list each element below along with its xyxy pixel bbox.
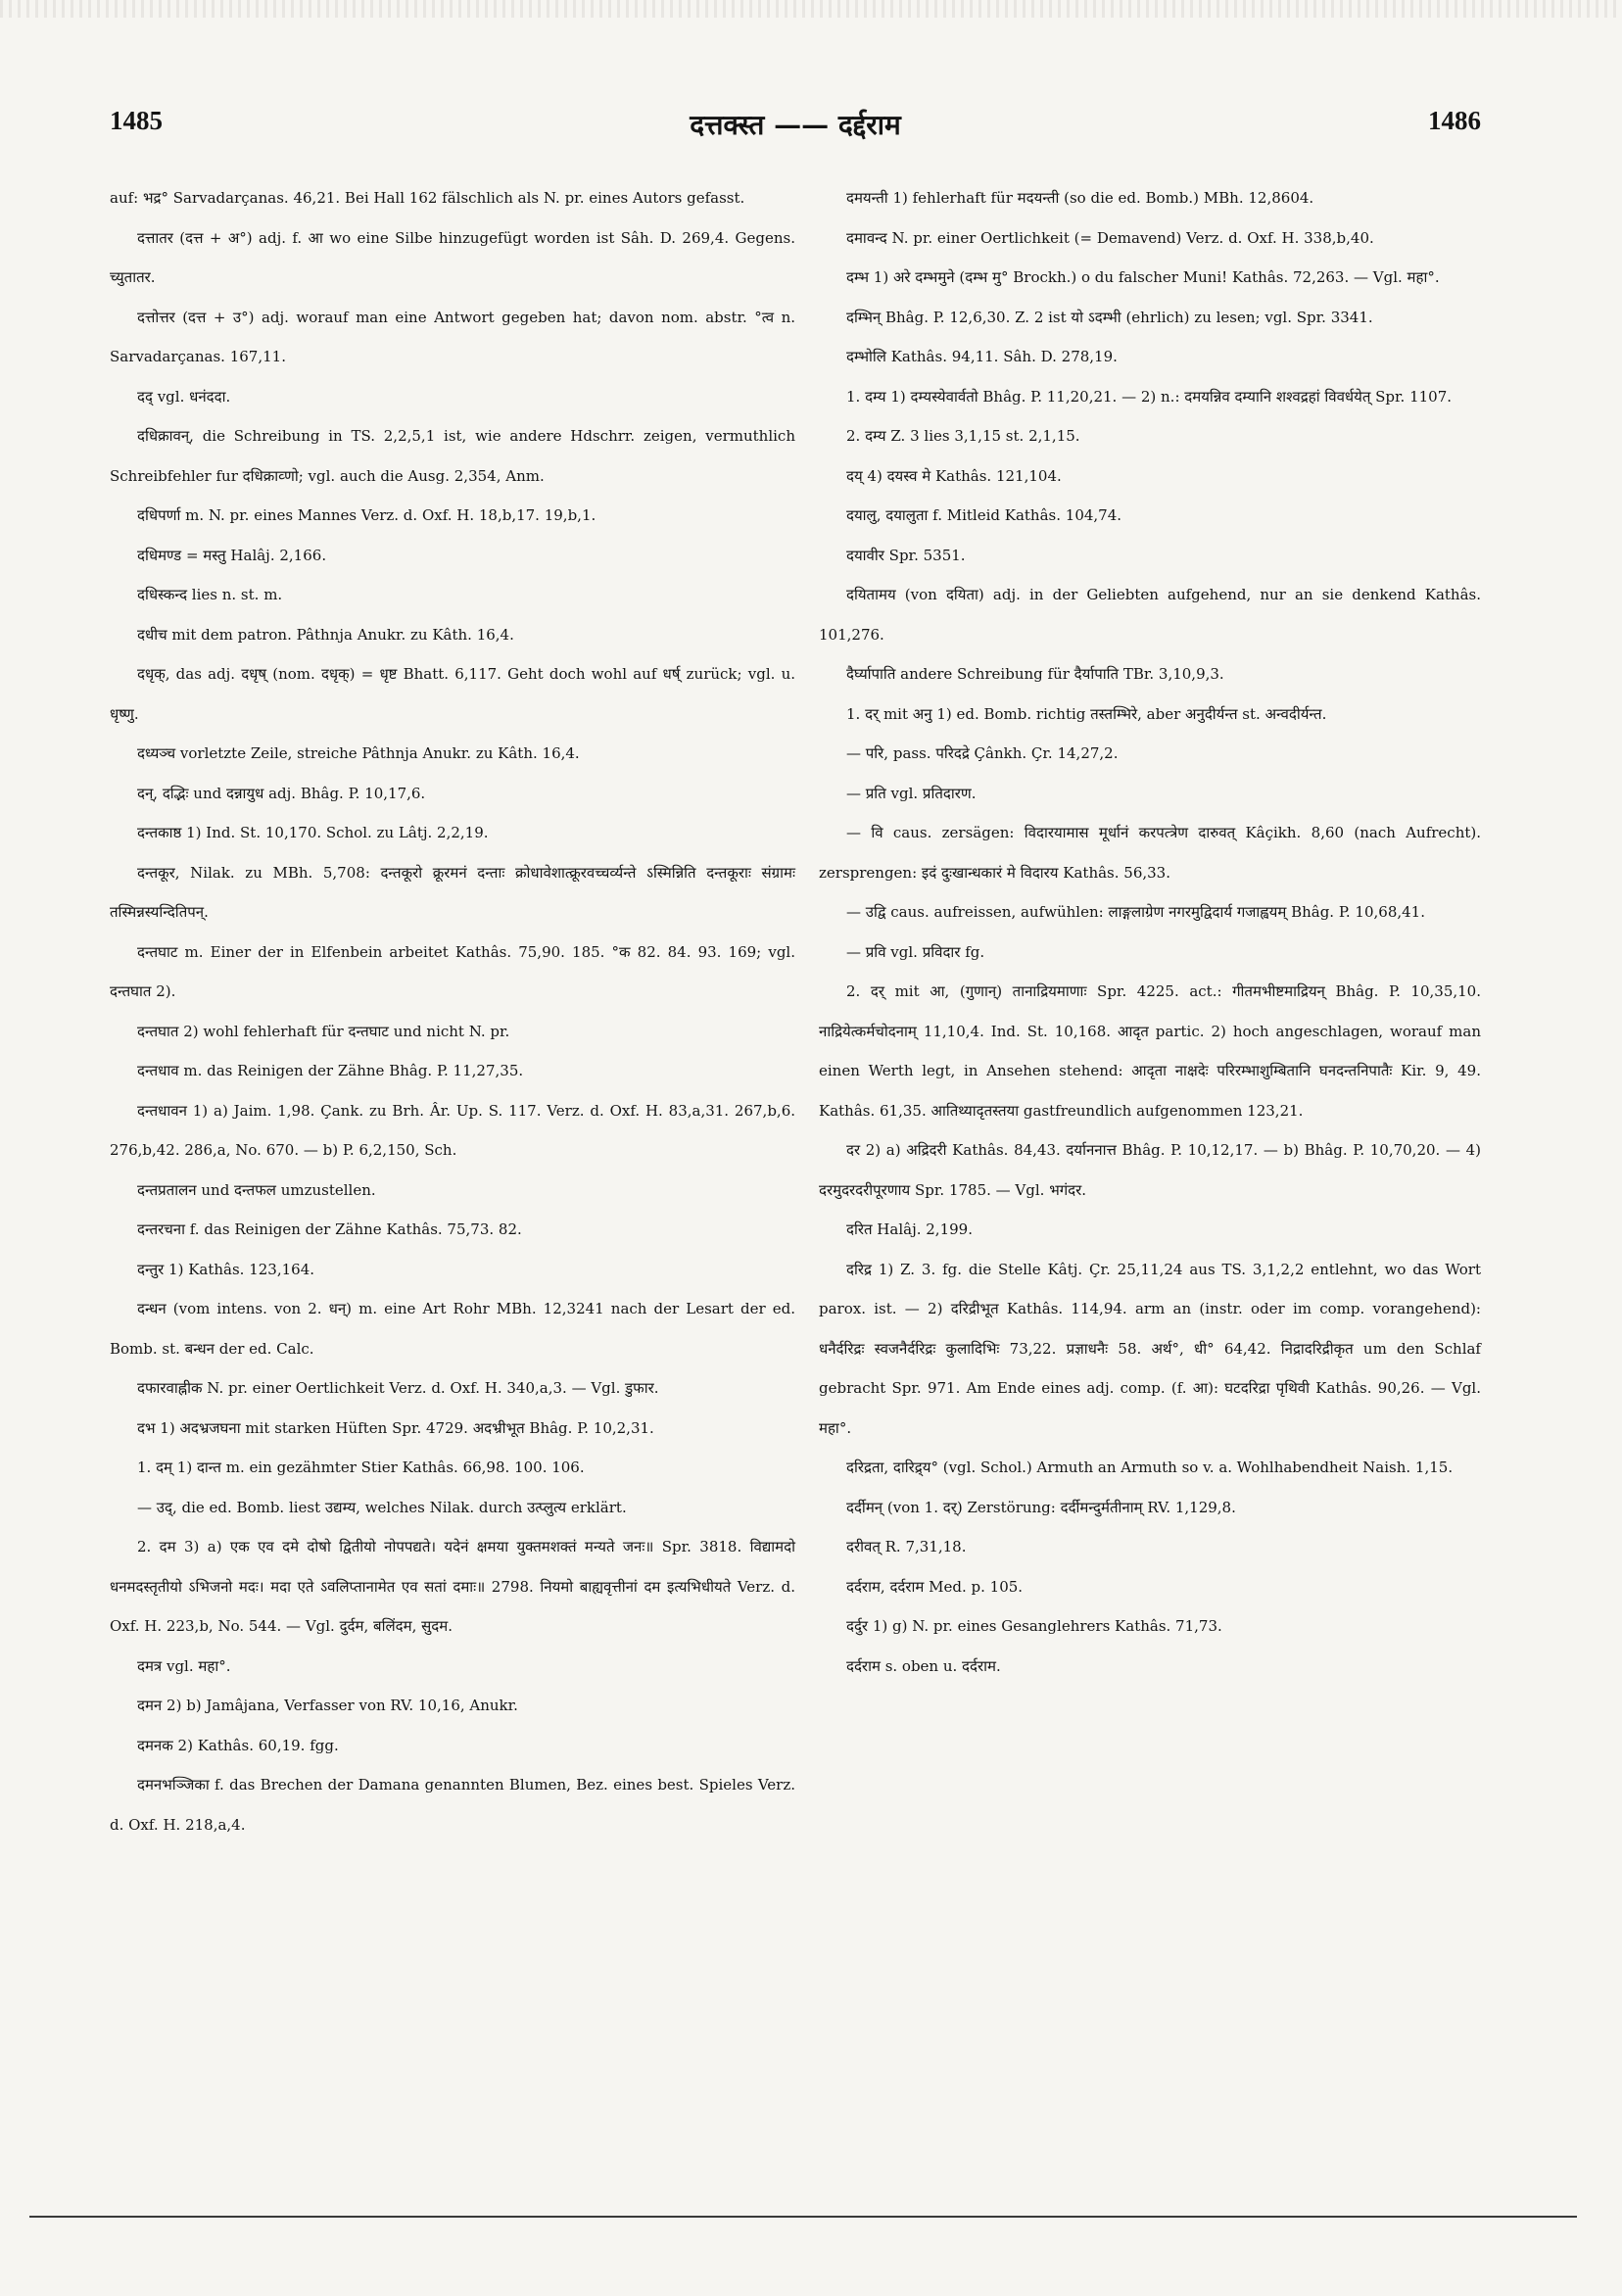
dictionary-entry: दैर्घ्यापाति andere Schreibung für दैर्यापाति TBr. 3,10,9,3. <box>846 665 1224 683</box>
dictionary-entry: दभ 1) अदभ्रजघना mit starken Hüften Spr. 4729. अदभ्रीभूत Bhâg. P. 10,2,31. <box>137 1418 654 1437</box>
dictionary-entry: दरिद्र 1) Z. 3. fg. die Stelle Kâtj. Çr. 25,11,24 aus TS. 3,1,2,2 entlehnt, wo das Wort parox. ist. — 2) दरिद्रीभूत Kathâs. 114,94. arm an (instr. oder im comp. vorangehend): धनैर्दरिद्रः स्वजनैर्दरिद्रः कुलादिभिः 73,22. प्रज्ञाधनैः 58. अर्थ°, धी° 64,42. निद्रादरिद्रीकृत um den Schlaf gebracht Spr. 971. Am Ende eines adj. comp. (f. आ): घटदरिद्रा पृथिवी Kathâs. 90,26. — Vgl. महा°. <box>819 1260 1481 1437</box>
dictionary-entry: 1. दम्य 1) दम्यस्येवार्वतो Bhâg. P. 11,20,21. — 2) n.: दमयन्निव दम्यानि शश्वद्रहां विवर्धयेत् Spr. 1107. <box>846 387 1453 406</box>
dictionary-entry: दमनभञ्जिका f. das Brechen der Damana genannten Blumen, Bez. eines best. Spieles Verz. d. Oxf. H. 218,a,4. <box>110 1776 795 1834</box>
dictionary-entry: दर्दराम, दर्दराम Med. p. 105. <box>846 1577 1024 1596</box>
dictionary-entry: दमत्र vgl. महा°. <box>137 1656 231 1675</box>
dictionary-entry: दर्दीमन् (von 1. दर्) Zerstörung: दर्दीमन्दुर्मतीनाम् RV. 1,129,8. <box>846 1498 1236 1516</box>
dictionary-entry: दम्भोलि Kathâs. 94,11. Sâh. D. 278,19. <box>846 348 1118 365</box>
dictionary-entry: दरिद्रता, दारिद्र्य° (vgl. Schol.) Armuth an Armuth so v. a. Wohlhabendheit Naish. 1,15. <box>846 1459 1454 1476</box>
dictionary-entry: 1. दर् mit अनु 1) ed. Bomb. richtig तस्तम्भिरे, aber अनुदीर्यन्त st. अन्वदीर्यन्त. <box>846 704 1327 723</box>
dictionary-entry: 1. दम् 1) दान्त m. ein gezähmter Stier Kathâs. 66,98. 100. 106. <box>137 1459 585 1476</box>
dictionary-entry: दफारवाह्नीक N. pr. einer Oertlichkeit Verz. d. Oxf. H. 340,a,3. — Vgl. डुफार. <box>137 1379 659 1397</box>
dictionary-entry: दयालु, दयालुता f. Mitleid Kathâs. 104,74. <box>846 506 1122 524</box>
scan-edge-noise <box>0 0 1622 18</box>
dictionary-entry: — उद्, die ed. Bomb. liest उद्यम्य, welches Nilak. durch उत्प्लुत्य erklärt. <box>137 1498 627 1516</box>
page-header <box>110 106 1481 153</box>
dictionary-entry: दन्तघात 2) wohl fehlerhaft für दन्तघाट und nicht N. pr. <box>137 1022 510 1040</box>
dictionary-entry: दम्भ 1) अरे दम्भमुने (दम्भ मु° Brockh.) o du falscher Muni! Kathâs. 72,263. — Vgl. महा°. <box>846 268 1440 286</box>
dictionary-entry: दर्दराम s. oben u. दर्दराम. <box>846 1656 1001 1675</box>
dictionary-entry: दय् 4) दयस्व मे Kathâs. 121,104. <box>846 466 1062 485</box>
dictionary-entry: दन्तरचना f. das Reinigen der Zähne Kathâs. 75,73. 82. <box>137 1220 522 1238</box>
dictionary-entry: दम्भिन् Bhâg. P. 12,6,30. Z. 2 ist यो ऽदम्भी (ehrlich) zu lesen; vgl. Spr. 3341. <box>846 308 1373 326</box>
dictionary-entry: दत्तातर (दत्त + अ°) adj. f. आ wo eine Silbe hinzugefügt worden ist Sâh. D. 269,4. Gegens. च्युतातर. <box>110 228 795 286</box>
dictionary-entry: दन्तप्रतालन und दन्तफल umzustellen. <box>137 1180 376 1199</box>
dictionary-entry: दन्तुर 1) Kathâs. 123,164. <box>137 1260 315 1278</box>
dictionary-entry: दन्तधाव m. das Reinigen der Zähne Bhâg. P. 11,27,35. <box>137 1062 524 1079</box>
dictionary-entry: — प्रति vgl. प्रतिदारण. <box>846 784 977 802</box>
dictionary-entry: 2. दम्य Z. 3 lies 3,1,15 st. 2,1,15. <box>846 427 1080 445</box>
dictionary-entry: दर 2) a) अद्रिदरी Kathâs. 84,43. दर्याननात्त Bhâg. P. 10,12,17. — b) Bhâg. P. 10,70,20. — 4) दरमुदरदरीपूरणाय Spr. 1785. — Vgl. भगंदर. <box>819 1141 1481 1199</box>
dictionary-entry: दन्, दद्भिः und दन्नायुध adj. Bhâg. P. 10,17,6. <box>137 784 426 802</box>
dictionary-entry: — प्रवि vgl. प्रविदार fg. <box>846 942 985 961</box>
right-column <box>819 178 1481 1686</box>
dictionary-entry: दयितामय (von दयिता) adj. in der Geliebten aufgehend, nur an sie denkend Kathâs. 101,276. <box>819 586 1481 644</box>
dictionary-entry: दधिमण्ड = मस्तु Halâj. 2,166. <box>137 546 327 564</box>
dictionary-entry: दद् vgl. धनंददा. <box>137 387 231 406</box>
dictionary-entry: दर्दुर 1) g) N. pr. eines Gesanglehrers Kathâs. 71,73. <box>846 1617 1222 1635</box>
dictionary-entry: दमयन्ती 1) fehlerhaft für मदयन्ती (so die ed. Bomb.) MBh. 12,8604. <box>846 189 1314 207</box>
dictionary-entry: 2. दम 3) a) एक एव दमे दोषो द्वितीयो नोपपद्यते। यदेनं क्षमया युक्तमशक्तं मन्यते जनः॥ Spr. 3818. विद्यामदो धनमदस्तृतीयो ऽभिजनो मदः। मदा एते ऽवलिप्तानामेत एव सतां दमाः॥ 2798. नियमो बाह्यवृत्तीनां दम इत्यभिधीयते Verz. d. Oxf. H. 223,b, No. 544. — Vgl. दुर्दम, बलिंदम, सुदम. <box>110 1538 795 1635</box>
dictionary-entry: दन्तकाष्ठ 1) Ind. St. 10,170. Schol. zu Lâtj. 2,2,19. <box>137 824 489 841</box>
dictionary-entry: 2. दर् mit आ, (गुणान्) तानाद्रियमाणाः Spr. 4225. act.: गीतमभीष्टमाद्रियन् Bhâg. P. 10,35,10. नाद्रियेत्कर्मचोदनाम् 11,10,4. Ind. St. 10,168. आदृत partic. 2) hoch angeschlagen, worauf man einen Werth legt, in Ansehen stehend: आदृता नाक्षदेः परिरम्भाशुम्बितानि घनदन्तनिपातैः Kir. 9, 49. Kathâs. 61,35. आतिथ्यादृतस्तया gastfreundlich aufgenommen 123,21. <box>819 982 1481 1120</box>
dictionary-entry: दन्तघाट m. Einer der in Elfenbein arbeitet Kathâs. 75,90. 185. °क 82. 84. 93. 169; vgl. दन्तघात 2). <box>110 942 795 1000</box>
dictionary-entry: — वि caus. zersägen: विदारयामास मूर्धानं करपत्त्रेण दारुवत् Kâçikh. 8,60 (nach Aufrecht). zersprengen: इदं दुःखान्धकारं मे विदारय Kathâs. 56,33. <box>819 824 1481 882</box>
dictionary-entry: दत्तोत्तर (दत्त + उ°) adj. worauf man eine Antwort gegeben hat; davon nom. abstr. °त्व n. Sarvadarçanas. 167,11. <box>110 308 795 365</box>
dictionary-entry: दधिस्कन्द lies n. st. m. <box>137 586 283 603</box>
dictionary-entry: — परि, pass. परिदद्रे Çânkh. Çr. 14,27,2. <box>846 744 1119 762</box>
dictionary-entry: auf: भद्र° Sarvadarçanas. 46,21. Bei Hall 162 fälschlich als N. pr. eines Autors gefasst. <box>110 189 745 207</box>
dictionary-entry: दमनक 2) Kathâs. 60,19. fgg. <box>137 1736 339 1754</box>
dictionary-entry: दन्धन (vom intens. von 2. धन्) m. eine Art Rohr MBh. 12,3241 nach der Lesart der ed. Bomb. st. बन्धन der ed. Calc. <box>110 1300 795 1358</box>
dictionary-entry: दधिक्रावन्, die Schreibung in TS. 2,2,5,1 ist, wie andere Hdschrr. zeigen, vermuthlich Schreibfehler fur दधिक्राव्णो; vgl. auch die Ausg. 2,354, Anm. <box>110 427 795 485</box>
dictionary-entry: दयावीर Spr. 5351. <box>846 546 966 564</box>
page-number-left: 1485 <box>110 106 163 135</box>
dictionary-entry: दरित Halâj. 2,199. <box>846 1220 973 1238</box>
dictionary-entry: दन्तधावन 1) a) Jaim. 1,98. Çank. zu Brh. Âr. Up. S. 117. Verz. d. Oxf. H. 83,a,31. 267,b,6. 276,b,42. 286,a, No. 670. — b) P. 6,2,150, Sch. <box>110 1101 795 1159</box>
running-title: दत्तक्स्त —— दर्द्दराम <box>690 109 901 141</box>
dictionary-entry: दमावन्द N. pr. einer Oertlichkeit (= Demavend) Verz. d. Oxf. H. 338,b,40. <box>846 228 1374 247</box>
dictionary-entry: — उद्वि caus. aufreissen, aufwühlen: लाङ्गलाग्रेण नगरमुद्विदार्य गजाह्वयम् Bhâg. P. 10,68,41. <box>846 903 1425 921</box>
dictionary-entry: दधृक्, das adj. दधृष् (nom. दधृक्) = धृष्ट Bhatt. 6,117. Geht doch wohl auf धर्ष् zurück; vgl. u. धृष्णु. <box>110 665 795 723</box>
dictionary-entry: दमन 2) b) Jamâjana, Verfasser von RV. 10,16, Anukr. <box>137 1697 518 1714</box>
dictionary-entry: दन्तकूर, Nilak. zu MBh. 5,708: दन्तकूरो क्रूरमनं दन्ताः क्रोधावेशात्क्रूरवच्चर्व्यन्ते ऽस्मिन्निति दन्तकूराः संग्रामः तस्मिन्नस्यन्दितिपन्. <box>110 863 795 921</box>
bottom-rule <box>29 2216 1577 2218</box>
page-number-right: 1486 <box>1428 106 1481 135</box>
left-column <box>110 178 795 1844</box>
dictionary-entry: दधिपर्णा m. N. pr. eines Mannes Verz. d. Oxf. H. 18,b,17. 19,b,1. <box>137 506 596 524</box>
dictionary-entry: दधीच mit dem patron. Pâthnja Anukr. zu Kâth. 16,4. <box>137 625 514 644</box>
dictionary-entry: दरीवत् R. 7,31,18. <box>846 1538 967 1555</box>
dictionary-entry: दध्यञ्च vorletzte Zeile, streiche Pâthnja Anukr. zu Kâth. 16,4. <box>137 744 580 762</box>
